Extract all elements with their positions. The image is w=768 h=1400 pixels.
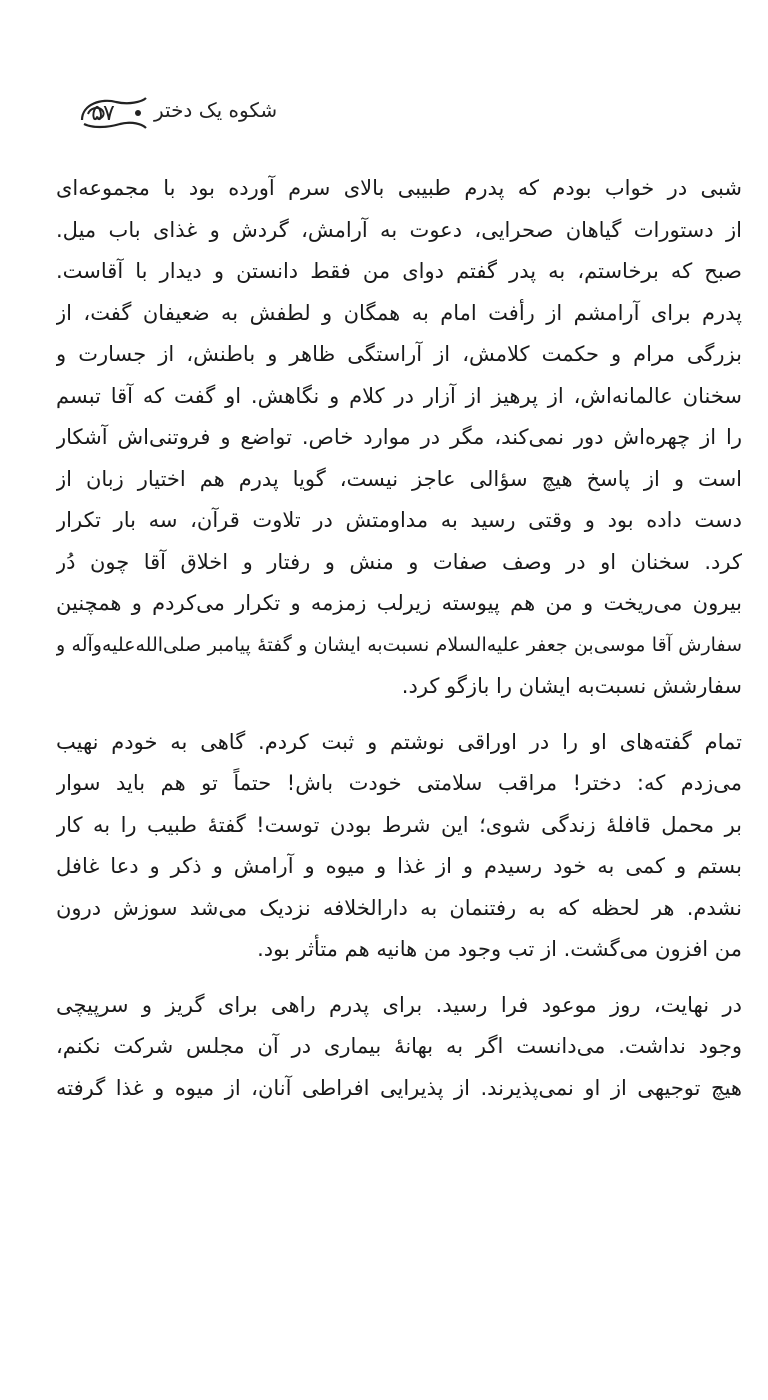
paragraph	[56, 168, 742, 708]
text-line: سفارشش نسبت‌به ایشان را بازگو کرد.	[401, 674, 742, 698]
text-line: بستم و کمی به خود رسیدم و از غذا و میوه و آرامش و ذکر و دعا غافل	[56, 854, 742, 878]
text-line: نشدم. هر لحظه که به رفتنمان به دارالخلافه نزدیک می‌شد سوزش درون	[56, 895, 742, 920]
text-line: کرد. سخنان او در وصف صفات و منش و رفتار و اخلاق آقا چون دُر	[56, 549, 742, 574]
text-line: می‌زدم که: دختر! مراقب سلامتی خودت باش! حتماً تو هم باید سوار	[56, 771, 742, 795]
text-line: را از چهره‌اش دور نمی‌کند، مگر در موارد خاص. تواضع و فروتنی‌اش آشکار	[56, 425, 742, 449]
text-line: سفارش آقا موسی‌بن جعفر علیه‌السلام نسبت‌به ایشان و گفتهٔ پیامبر صلی‌الله‌علیه‌وآله و	[56, 633, 742, 656]
text-line: وجود نداشت. می‌دانست اگر به بهانهٔ بیماری در آن مجلس شرکت نکنم،	[56, 1034, 742, 1058]
page-header	[18, 90, 278, 134]
text-line: هیچ توجیهی از او نمی‌پذیرند. از پذیرایی افراطی آنان، از میوه و غذا گرفته	[56, 1075, 742, 1100]
text-line: سخنان عالمانه‌اش، از پرهیز از آزار در کلام و نگاهش. او گفت که آقا تبسم	[56, 383, 742, 408]
text-line: دست داده بود و وقتی رسید به مداومتش در تلاوت قرآن، سه بار تکرار	[56, 508, 742, 532]
text-line: من افزون می‌گشت. از تب وجود من هانیه هم متأثر بود.	[257, 937, 742, 961]
paragraph	[56, 722, 742, 971]
page-number: ۵۷	[91, 100, 115, 126]
text-line: بر محمل قافلهٔ زندگی شوی؛ این شرط بودن توست! گفتهٔ طبیب را به کار	[56, 812, 742, 837]
body-text	[56, 168, 742, 1109]
text-line: از دستورات گیاهان صحرایی، دعوت به آرامش، گردش و غذای باب میل.	[56, 217, 742, 242]
text-line: در نهایت، روز موعود فرا رسید. برای پدرم راهی برای گریز و سرپیچی	[56, 992, 742, 1017]
text-line: بیرون می‌ریخت و من هم پیوسته زیرلب زمزمه و تکرار می‌کردم و همچنین	[56, 591, 742, 615]
running-title: شکوه یک دختر	[154, 98, 278, 122]
text-line: پدرم برای آرامشم از رأفت امام به همگان و لطفش به ضعیفان گفت، از	[56, 300, 742, 325]
paragraph	[56, 985, 742, 1110]
text-line: صبح که برخاستم، به پدر گفتم دوای من فقط دانستن و دیدار با آقاست.	[56, 259, 742, 283]
text-line: تمام گفته‌های او را در اوراقی نوشتم و ثبت کردم. گاهی به خودم نهیب	[56, 729, 742, 754]
text-line: بزرگی مرام و حکمت کلامش، از آراستگی ظاهر و باطنش، از جسارت و	[56, 342, 742, 366]
text-line: شبی در خواب بودم که پدرم طبیبی بالای سرم آورده بود با مجموعه‌ای	[56, 176, 742, 200]
text-line: است و از پاسخ هیچ سؤالی عاجز نیست، گویا پدرم هم اختیار زبان از	[56, 466, 742, 491]
